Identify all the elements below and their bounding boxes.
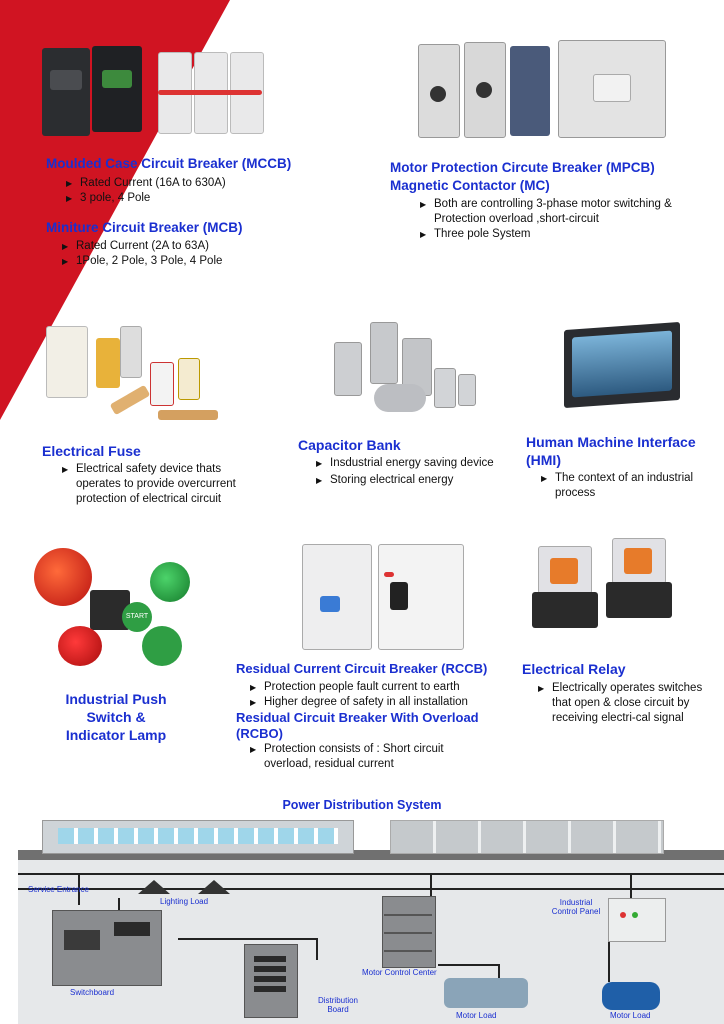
fuse-bullet: ▶ Electrical safety device thats operates to provide overcurrent protection of electrical circuit — [62, 462, 262, 507]
capacitor-bullet: ▶ Insdustrial energy saving device — [316, 456, 526, 471]
mpcb-contactor-photo — [418, 36, 668, 140]
hmi-bullet: ▶ The context of an industrial process — [541, 471, 711, 501]
push-switch-photo — [30, 542, 200, 672]
mcb-bullets — [62, 239, 282, 269]
distribution-board-label: Distribution Board — [317, 996, 358, 1014]
rccb-bullets — [250, 680, 515, 710]
start-label: START — [122, 602, 152, 632]
mc-subtitle: Magnetic Contactor (MC) — [390, 178, 550, 193]
hmi-bullets — [541, 471, 711, 501]
hmi-photo — [556, 322, 686, 408]
rccb-bullet: ▶ Protection people fault current to earth — [250, 680, 515, 695]
mpcb-title: Motor Protection Circute Breaker (MPCB) — [390, 160, 655, 175]
relay-photo — [528, 536, 678, 636]
mccb-bullet: ▶ 3 pole, 4 Pole — [66, 191, 286, 206]
mpcb-bullets — [420, 197, 685, 242]
switchboard-label: Switchboard — [70, 988, 115, 997]
capacitor-bullets — [316, 456, 526, 488]
mcb-bullet: ▶ 1Pole, 2 Pole, 3 Pole, 4 Pole — [62, 254, 282, 269]
mcb-bullet: ▶ Rated Current (2A to 63A) — [62, 239, 282, 254]
rcbo-title: Residual Circuit Breaker With Overload (RCBO) — [236, 710, 479, 741]
capacitor-bullet: ▶ Storing electrical energy — [316, 473, 526, 488]
mccb-title: Moulded Case Circuit Breaker (MCCB) — [46, 156, 292, 171]
mccb-bullets — [66, 176, 286, 206]
push-title: Industrial Push Switch & Indicator Lamp — [65, 691, 167, 743]
rccb-rcbo-photo — [298, 542, 466, 650]
power-distribution-diagram — [18, 818, 724, 1024]
motor-load-1-label: Motor Load — [456, 1011, 497, 1020]
rccb-title: Residual Current Circuit Breaker (RCCB) — [236, 661, 488, 676]
service-entrance-label: Service Entrance — [28, 885, 89, 894]
industrial-control-panel-cabinet — [608, 898, 666, 942]
motor-load-1 — [444, 978, 528, 1008]
fuse-title: Electrical Fuse — [42, 443, 141, 459]
capacitor-title: Capacitor Bank — [298, 437, 401, 453]
rcbo-bullet: ▶ Protection consists of : Short circuit overload, residual current — [250, 742, 490, 772]
industrial-control-panel-label: Industrial Control Panel — [551, 898, 601, 916]
hmi-title: Human Machine Interface (HMI) — [526, 434, 696, 468]
motor-load-2 — [602, 982, 660, 1010]
rcbo-bullets — [250, 742, 490, 772]
fuse-photo — [40, 318, 245, 428]
mccb-bullet: ▶ Rated Current (16A to 630A) — [66, 176, 286, 191]
relay-bullet: ▶ Electrically operates switches that open & close circuit by receiving electri-cal signal — [538, 681, 703, 726]
rooftop-fans — [390, 820, 664, 854]
motor-load-2-label: Motor Load — [610, 1011, 651, 1020]
relay-bullets — [538, 681, 703, 726]
capacitor-bank-photo — [330, 318, 480, 420]
rccb-bullet: ▶ Higher degree of safety in all installation — [250, 695, 515, 710]
fuse-bullets — [62, 462, 262, 507]
mpcb-bullet: ▶ Both are controlling 3-phase motor switching & Protection overload ,short-circuit — [420, 197, 685, 227]
relay-title: Electrical Relay — [522, 661, 626, 677]
diagram-title: Power Distribution System — [282, 798, 442, 812]
mcb-title: Miniture Circuit Breaker (MCB) — [46, 220, 243, 235]
mccb-mcb-photo — [40, 40, 265, 140]
lighting-load-label: Lighting Load — [160, 897, 209, 906]
motor-control-center-label: Motor Control Center — [362, 968, 437, 977]
mpcb-bullet: ▶ Three pole System — [420, 227, 685, 242]
